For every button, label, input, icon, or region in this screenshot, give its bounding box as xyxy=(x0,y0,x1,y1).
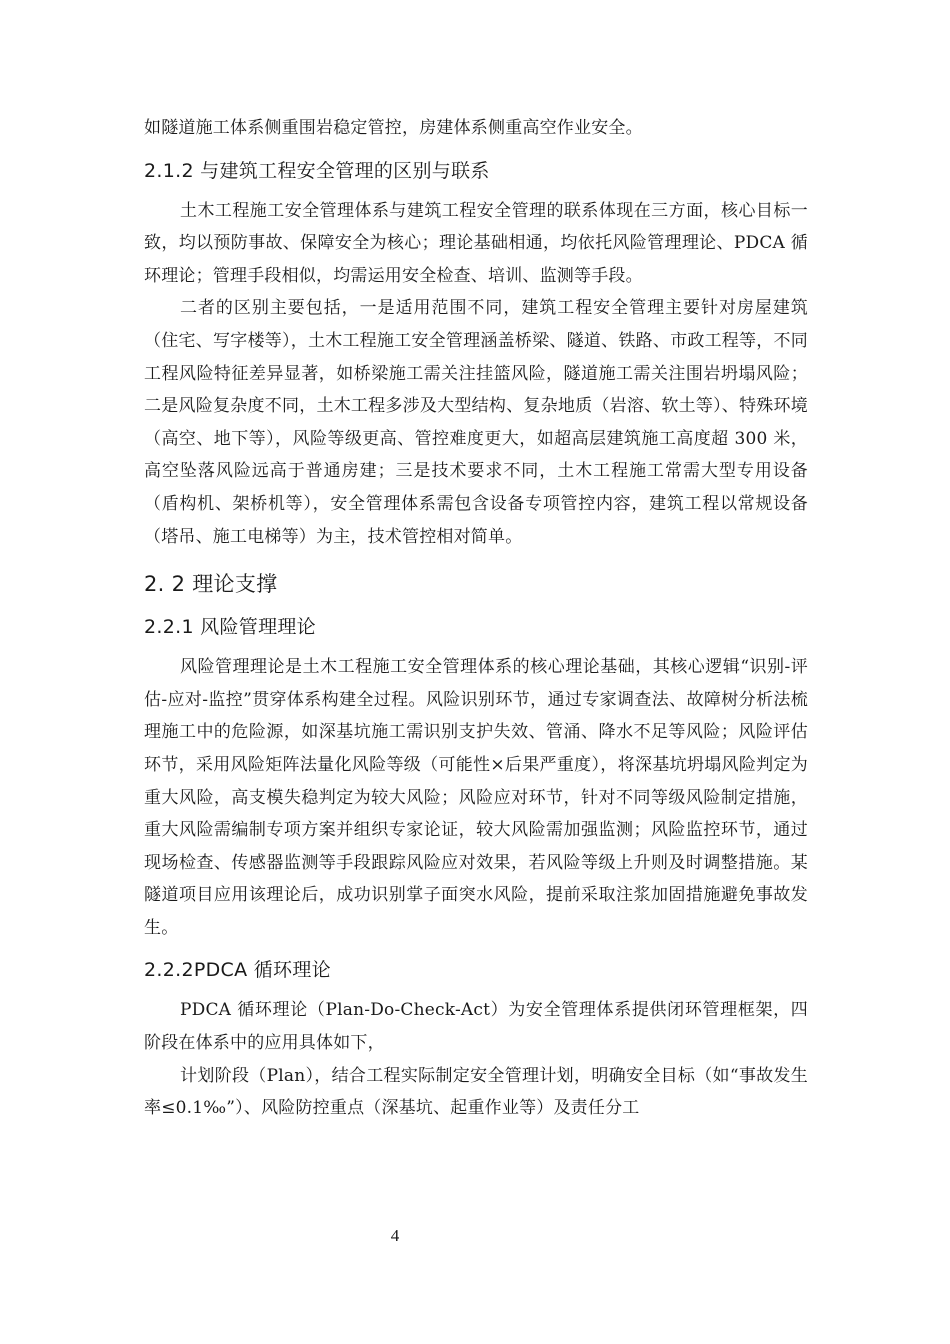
page-content xyxy=(144,112,808,1125)
paragraph-plan-stage: 计划阶段（Plan），结合工程实际制定安全管理计划，明确安全目标（如“事故发生率≤0.1‰”）、风险防控重点（深基坑、起重作业等）及责任分工 xyxy=(144,1065,808,1119)
paragraph-pdca-intro: PDCA 循环理论（Plan-Do-Check-Act）为安全管理体系提供闭环管理框架，四阶段在体系中的应用具体如下， xyxy=(144,1000,808,1054)
section-heading-2-2-1: 2.2.1 风险管理理论 xyxy=(144,616,316,639)
section-heading-2-1-2: 2.1.2 与建筑工程安全管理的区别与联系 xyxy=(144,159,490,182)
section-heading-2-2: 2. 2 理论支撑 xyxy=(144,572,278,597)
paragraph-relation: 土木工程施工安全管理体系与建筑工程安全管理的联系体现在三方面，核心目标一致，均以预防事故、保障安全为核心；理论基础相通，均依托风险管理理论、PDCA 循环理论；管理手段相似，均需运用安全检查、培训、监测等手段。 xyxy=(144,200,808,286)
paragraph-differences: 二者的区别主要包括，一是适用范围不同，建筑工程安全管理主要针对房屋建筑（住宅、写字楼等），土木工程施工安全管理涵盖桥梁、隧道、铁路、市政工程等，不同工程风险特征差异显著，如桥梁施工需关注挂篮风险，隧道施工需关注围岩坍塌风险；二是风险复杂度不同，土木工程多涉及大型结构、复杂地质（岩溶、软土等）、特殊环境（高空、地下等），风险等级更高、管控难度更大，如超高层建筑施工高度超 300 米，高空坠落风险远高于普通房建；三是技术要求不同，土木工程施工常需大型专用设备（盾构机、架桥机等），安全管理体系需包含设备专项管控内容，建筑工程以常规设备（塔吊、施工电梯等）为主，技术管控相对简单。 xyxy=(144,298,808,547)
page-number: 4 xyxy=(390,1226,400,1245)
section-heading-2-2-2: 2.2.2PDCA 循环理论 xyxy=(144,959,331,982)
opening-paragraph: 如隧道施工体系侧重围岩稳定管控，房建体系侧重高空作业安全。 xyxy=(144,118,643,138)
paragraph-risk-management: 风险管理理论是土木工程施工安全管理体系的核心理论基础，其核心逻辑“识别-评估-应对-监控”贯穿体系构建全过程。风险识别环节，通过专家调查法、故障树分析法梳理施工中的危险源，如深基坑施工需识别支护失效、管涌、降水不足等风险；风险评估环节，采用风险矩阵法量化风险等级（可能性×后果严重度），将深基坑坍塌风险判定为重大风险，高支模失稳判定为较大风险；风险应对环节，针对不同等级风险制定措施，重大风险需编制专项方案并组织专家论证，较大风险需加强监测；风险监控环节，通过现场检查、传感器监测等手段跟踪风险应对效果，若风险等级上升则及时调整措施。某隧道项目应用该理论后，成功识别掌子面突水风险，提前采取注浆加固措施避免事故发生。 xyxy=(144,657,808,938)
